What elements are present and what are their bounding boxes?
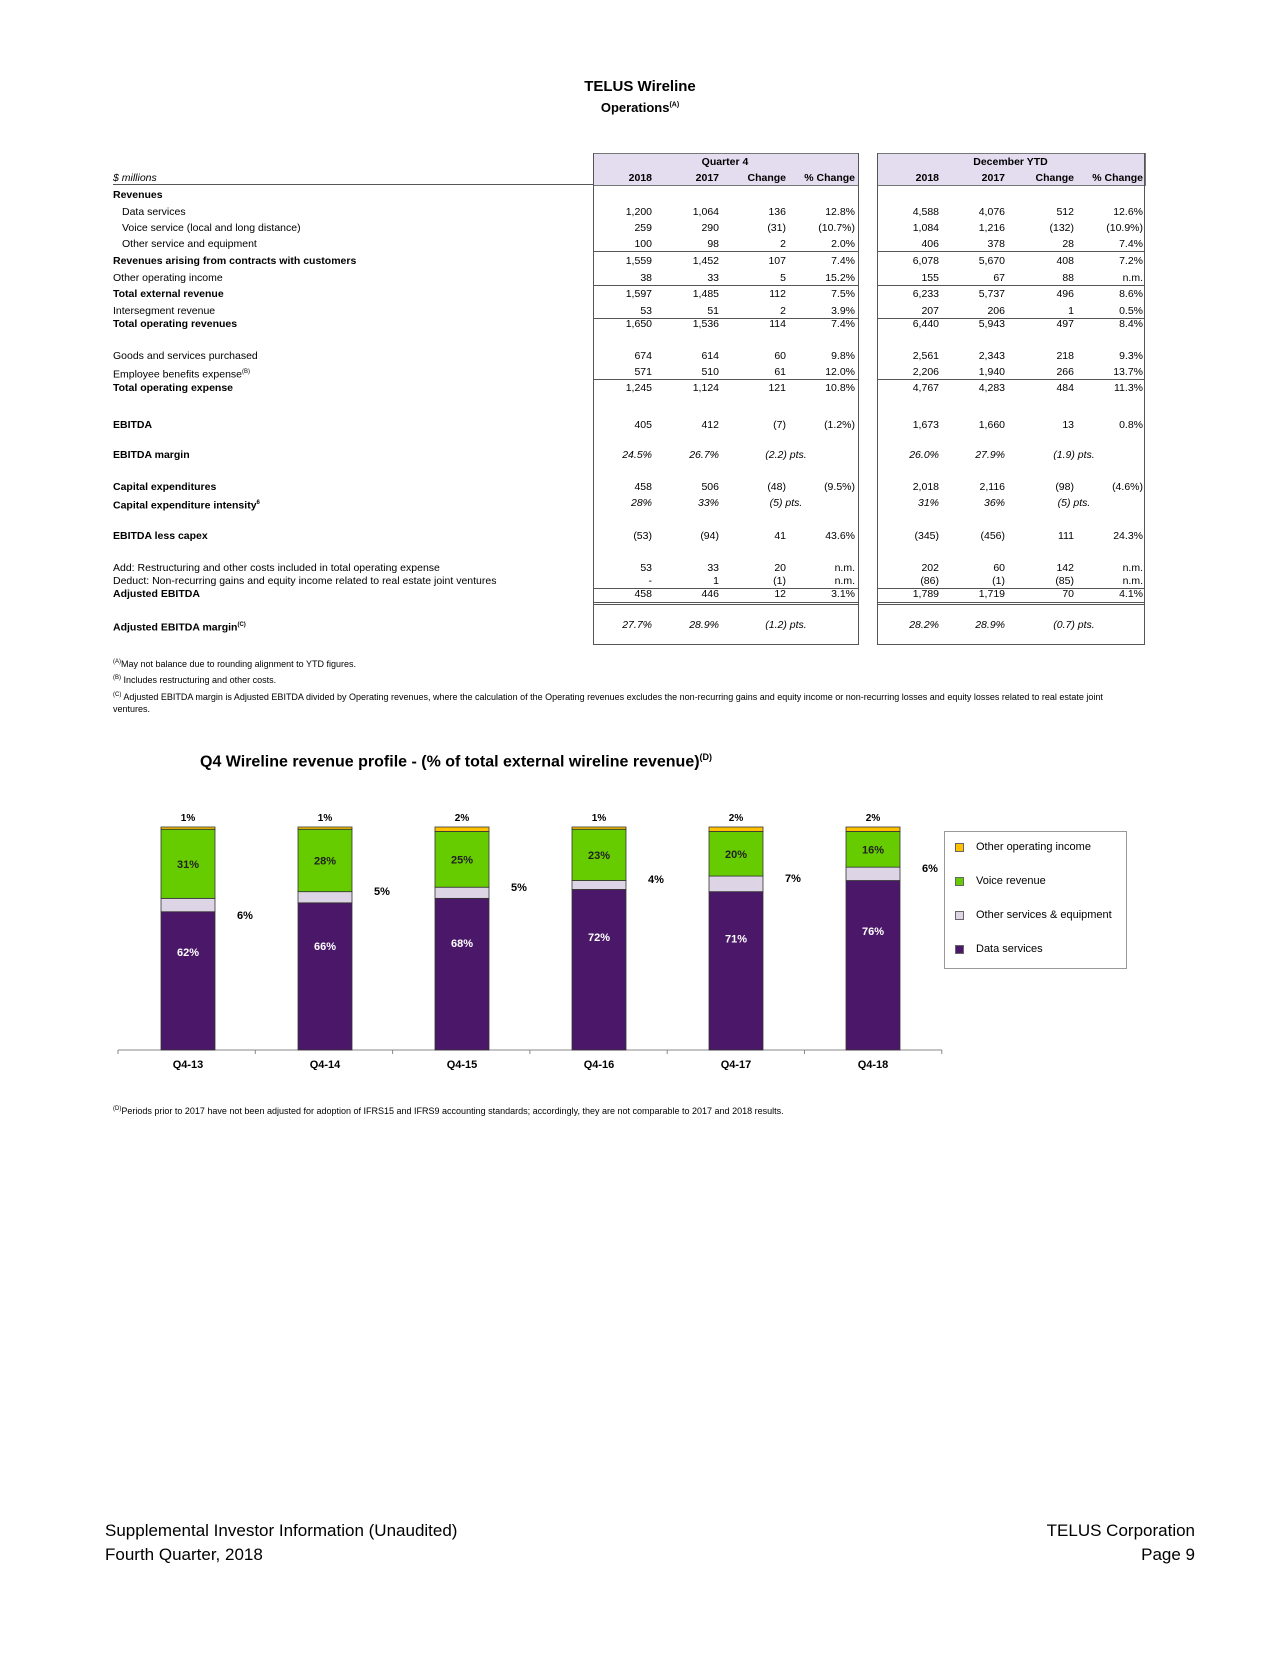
revenue-profile-chart <box>100 750 960 1070</box>
table-cell: 614 <box>701 350 719 362</box>
x-tick-label: Q4-13 <box>172 1059 204 1070</box>
ytd-group-header: December YTD <box>973 156 1048 168</box>
table-cell: (132) <box>1049 222 1074 234</box>
bar-other-services-equipment <box>298 892 352 903</box>
table-cell: 70 <box>1062 588 1074 600</box>
table-cell: 11.3% <box>1114 382 1143 394</box>
table-cell: 406 <box>921 238 939 250</box>
table-cell: 112 <box>769 288 786 300</box>
data-label: 5% <box>511 881 527 894</box>
table-cell: 67 <box>993 272 1005 284</box>
table-cell: (98) <box>1055 481 1074 493</box>
table-cell: 7.2% <box>1119 255 1143 267</box>
table-cell: 107 <box>768 255 786 267</box>
column-header: 2018 <box>915 172 939 184</box>
table-cell: 1,650 <box>625 318 652 330</box>
table-cell: 1,597 <box>625 288 652 300</box>
table-cell: 458 <box>634 481 652 493</box>
table-cell: 4,283 <box>978 382 1005 394</box>
table-cell: 8.6% <box>1119 288 1143 300</box>
table-cell: 1,216 <box>978 222 1005 234</box>
table-cell: 1,559 <box>625 255 652 267</box>
x-tick-label: Q4-14 <box>309 1059 341 1070</box>
data-label: 28% <box>313 855 337 868</box>
legend-swatch <box>955 945 964 954</box>
table-cell: (1.9) pts. <box>1053 449 1095 461</box>
legend-item <box>955 943 1043 955</box>
footnote-b: $^{(B)}$ Includes restructuring and other costs. <box>113 675 277 685</box>
table-cell: 266 <box>1056 366 1074 378</box>
bar-other-operating-income <box>161 827 215 829</box>
table-cell: 1,940 <box>978 366 1005 378</box>
table-cell: 497 <box>1056 318 1074 330</box>
table-row-label: Voice service (local and long distance) <box>122 222 301 234</box>
table-cell: 10.8% <box>825 382 855 394</box>
data-label: 62% <box>176 946 200 959</box>
table-cell: 408 <box>1056 255 1074 267</box>
table-cell: - <box>648 575 652 587</box>
table-cell: 98 <box>707 238 719 250</box>
table-cell: 1,673 <box>912 419 939 431</box>
table-row-label: Capital expenditure intensity$^6$ <box>113 499 260 512</box>
table-cell: 3.1% <box>831 588 855 600</box>
bar-other-services-equipment <box>435 887 489 898</box>
table-row-label: Capital expenditures <box>113 481 217 493</box>
legend-label: Other services & equipment <box>976 909 1112 921</box>
table-row-label: Intersegment revenue <box>113 305 216 317</box>
table-cell: 7.4% <box>1119 238 1143 250</box>
table-cell: 290 <box>701 222 719 234</box>
table-cell: 4,588 <box>912 206 939 218</box>
table-cell: (5) pts. <box>769 497 803 509</box>
x-tick-label: Q4-17 <box>720 1059 752 1070</box>
table-row-label: EBITDA margin <box>113 449 190 461</box>
table-cell: 88 <box>1062 272 1074 284</box>
column-header: 2017 <box>981 172 1005 184</box>
column-header: % Change <box>1092 172 1143 184</box>
table-cell: (4.6%) <box>1112 481 1143 493</box>
data-label: 7% <box>785 872 801 885</box>
table-cell: (48) <box>767 481 786 493</box>
table-cell: 378 <box>987 238 1005 250</box>
data-label: 6% <box>922 862 938 875</box>
table-cell: 26.0% <box>909 449 939 461</box>
table-cell: 61 <box>774 366 786 378</box>
table-row-label: Data services <box>122 206 186 218</box>
subtotal-rule <box>877 379 1145 380</box>
footer-right <box>1047 1519 1195 1567</box>
table-cell: 2,116 <box>979 481 1005 493</box>
legend-item <box>955 841 1091 853</box>
bar-data-services <box>298 903 352 1050</box>
double-rule <box>593 602 859 603</box>
table-cell: 1,084 <box>912 222 939 234</box>
bar-other-operating-income <box>709 827 763 831</box>
table-cell: (1) <box>992 575 1005 587</box>
ytd-right-border <box>1144 153 1145 644</box>
table-cell: (31) <box>767 222 786 234</box>
x-tick-label: Q4-16 <box>583 1059 615 1070</box>
table-cell: 674 <box>634 350 652 362</box>
table-cell: 1,536 <box>692 318 719 330</box>
q4-group-header: Quarter 4 <box>701 156 749 168</box>
table-cell: (345) <box>914 530 939 542</box>
table-row-label: Other operating income <box>113 272 223 284</box>
subtotal-rule <box>877 251 1145 252</box>
table-cell: 121 <box>768 382 786 394</box>
table-cell: 100 <box>634 238 652 250</box>
table-cell: 51 <box>707 305 719 317</box>
data-label: 1% <box>591 813 607 824</box>
table-cell: 13 <box>1062 419 1074 431</box>
table-cell: 7.4% <box>831 255 855 267</box>
q4-bottom-border <box>593 644 859 645</box>
table-cell: 60 <box>993 562 1005 574</box>
table-cell: 3.9% <box>831 305 855 317</box>
table-cell: 41 <box>774 530 786 542</box>
bar-data-services <box>572 889 626 1050</box>
bar-other-operating-income <box>572 827 626 829</box>
footnote-d: $^{(D)}$Periods prior to 2017 have not been adjusted for adoption of IFRS15 and IFRS9 accounting standards; accordingly, they are not comparable to 2017 and 2018 results. <box>113 1106 784 1116</box>
bar-other-operating-income <box>435 827 489 831</box>
table-cell: (2.2) pts. <box>765 449 807 461</box>
table-cell: 2,561 <box>912 350 939 362</box>
column-header: Change <box>747 172 786 184</box>
table-cell: 1 <box>1068 305 1074 317</box>
table-cell: 458 <box>634 588 652 600</box>
table-row-label: Revenues arising from contracts with customers <box>113 255 357 267</box>
table-cell: 1,485 <box>692 288 719 300</box>
table-cell: n.m. <box>1122 272 1143 284</box>
table-cell: 5,737 <box>978 288 1005 300</box>
table-cell: 28 <box>1062 238 1074 250</box>
bar-data-services <box>161 912 215 1050</box>
footer-company: TELUS Corporation <box>1046 1521 1195 1540</box>
table-cell: 446 <box>701 588 719 600</box>
table-cell: 1,719 <box>978 588 1005 600</box>
table-cell: 1,064 <box>692 206 719 218</box>
legend-item <box>955 875 1046 887</box>
table-cell: 27.9% <box>975 449 1005 461</box>
table-cell: 12.8% <box>825 206 855 218</box>
table-cell: (9.5%) <box>824 481 855 493</box>
table-cell: 1,245 <box>625 382 652 394</box>
table-cell: 142 <box>1056 562 1074 574</box>
table-cell: 26.7% <box>689 449 719 461</box>
table-cell: 206 <box>987 305 1005 317</box>
legend-label: Voice revenue <box>976 875 1046 887</box>
chart-title: Q4 Wireline revenue profile - (% of total external wireline revenue)$^{(D)}$ <box>200 752 713 771</box>
page-subtitle: Operations$^{(A)}$ <box>600 100 680 115</box>
table-cell: 207 <box>921 305 939 317</box>
data-label: 25% <box>450 854 474 867</box>
table-cell: 24.5% <box>622 449 652 461</box>
table-cell: 27.7% <box>622 619 652 631</box>
table-row-label: EBITDA <box>113 419 153 431</box>
q4-right-border <box>858 153 859 644</box>
table-cell: 510 <box>701 366 719 378</box>
table-cell: 33 <box>707 272 719 284</box>
table-cell: 0.5% <box>1119 305 1143 317</box>
data-label: 31% <box>176 858 200 871</box>
table-cell: (0.7) pts. <box>1053 619 1095 631</box>
table-cell: 28.9% <box>689 619 719 631</box>
table-cell: 1,124 <box>692 382 719 394</box>
table-cell: 1,200 <box>625 206 652 218</box>
table-cell: (1.2%) <box>824 419 855 431</box>
table-cell: 1,660 <box>978 419 1005 431</box>
table-cell: 7.5% <box>831 288 855 300</box>
table-cell: 6,440 <box>912 318 939 330</box>
table-cell: 155 <box>921 272 939 284</box>
subtotal-rule <box>593 285 859 286</box>
data-label: 71% <box>724 933 748 946</box>
data-label: 16% <box>861 844 885 857</box>
data-label: 1% <box>180 813 196 824</box>
bar-other-services-equipment <box>846 867 900 880</box>
table-row-label: Total operating revenues <box>113 318 238 330</box>
table-cell: 2,018 <box>912 481 939 493</box>
footnote-c: $^{(C)}$ Adjusted EBITDA margin is Adjusted EBITDA divided by Operating revenues, where the calculation of the Operating revenues excludes the non-recurring gains and equity income or non-recurring losses and equity losses related to real estate joint ventures. <box>113 692 1103 714</box>
bar-other-operating-income <box>846 827 900 831</box>
data-label: 23% <box>587 849 611 862</box>
table-row-label: Other service and equipment <box>122 238 257 250</box>
ytd-left-border <box>877 153 878 644</box>
column-header: 2018 <box>628 172 652 184</box>
table-row-label: Deduct: Non-recurring gains and equity income related to real estate joint ventures <box>113 575 497 587</box>
data-label: 1% <box>317 813 333 824</box>
table-cell: 12 <box>774 588 786 600</box>
bar-other-services-equipment <box>161 898 215 911</box>
table-cell: 111 <box>1058 530 1074 542</box>
table-cell: (456) <box>980 530 1005 542</box>
bar-other-services-equipment <box>572 881 626 890</box>
data-label: 4% <box>648 873 664 886</box>
table-cell: 506 <box>701 481 719 493</box>
table-cell: 7.4% <box>831 318 855 330</box>
table-cell: 2 <box>780 238 786 250</box>
double-rule <box>877 602 1145 603</box>
table-cell: 53 <box>640 562 652 574</box>
data-label: 68% <box>450 937 474 950</box>
data-label: 72% <box>587 931 611 944</box>
table-cell: n.m. <box>834 562 855 574</box>
table-row-label: EBITDA less capex <box>113 530 208 542</box>
data-label: 5% <box>374 886 390 899</box>
table-cell: 33% <box>697 497 719 509</box>
table-cell: 12.0% <box>825 366 855 378</box>
legend-swatch <box>955 911 964 920</box>
table-cell: 38 <box>640 272 652 284</box>
table-cell: 4,076 <box>978 206 1005 218</box>
subtotal-rule <box>877 285 1145 286</box>
table-cell: n.m. <box>1122 575 1143 587</box>
table-cell: 28.9% <box>975 619 1005 631</box>
table-cell: 24.3% <box>1113 530 1143 542</box>
table-cell: 5,670 <box>978 255 1005 267</box>
table-cell: (10.7%) <box>818 222 855 234</box>
table-cell: (94) <box>700 530 719 542</box>
units-label: $ millions <box>113 172 157 184</box>
table-cell: 1,452 <box>692 255 719 267</box>
table-cell: 6,233 <box>912 288 939 300</box>
table-cell: 512 <box>1056 206 1074 218</box>
bar-other-operating-income <box>298 827 352 829</box>
table-cell: 218 <box>1056 350 1074 362</box>
table-cell: 2,206 <box>912 366 939 378</box>
table-row-label: Employee benefits expense$^{(B)}$ <box>113 368 250 381</box>
table-cell: n.m. <box>834 575 855 587</box>
bar-data-services <box>846 881 900 1050</box>
table-cell: 202 <box>921 562 939 574</box>
table-cell: 31% <box>917 497 939 509</box>
table-cell: 2,343 <box>978 350 1005 362</box>
table-cell: 259 <box>634 222 652 234</box>
double-rule <box>877 604 1145 605</box>
table-cell: 60 <box>774 350 786 362</box>
table-cell: 53 <box>640 305 652 317</box>
data-label: 2% <box>728 813 744 824</box>
table-cell: 4.1% <box>1119 588 1143 600</box>
table-cell: 114 <box>769 318 786 330</box>
data-label: 2% <box>454 813 470 824</box>
table-cell: 1 <box>713 575 719 587</box>
table-cell: 6,078 <box>912 255 939 267</box>
table-cell: 20 <box>774 562 786 574</box>
data-label: 2% <box>865 813 881 824</box>
data-label: 6% <box>237 910 253 923</box>
footer-period: Fourth Quarter, 2018 <box>105 1545 263 1564</box>
data-label: 66% <box>313 940 337 953</box>
units-underline <box>113 184 593 185</box>
x-tick-label: Q4-18 <box>857 1059 889 1070</box>
bar-data-services <box>709 892 763 1050</box>
ytd-bottom-border <box>877 644 1145 645</box>
table-cell: (7) <box>773 419 786 431</box>
table-cell: 1,789 <box>912 588 939 600</box>
table-cell: 571 <box>634 366 652 378</box>
table-cell: (1.2) pts. <box>765 619 807 631</box>
table-cell: (85) <box>1055 575 1074 587</box>
legend-swatch <box>955 843 964 852</box>
data-label: 20% <box>724 848 748 861</box>
table-cell: 12.6% <box>1113 206 1143 218</box>
table-cell: 15.2% <box>825 272 855 284</box>
table-cell: (5) pts. <box>1057 497 1091 509</box>
legend-label: Data services <box>976 943 1043 955</box>
table-row-label: Adjusted EBITDA margin$^{(C)}$ <box>113 621 246 634</box>
table-row-label: Revenues <box>113 189 163 201</box>
footer-doc-title: Supplemental Investor Information (Unaudited) <box>105 1521 458 1540</box>
table-row-label: Total operating expense <box>113 382 233 394</box>
table-cell: 0.8% <box>1119 419 1143 431</box>
bar-other-services-equipment <box>709 876 763 892</box>
footer-left <box>105 1519 457 1567</box>
column-header: Change <box>1035 172 1074 184</box>
footer-page-number: Page 9 <box>1141 1545 1195 1564</box>
legend-item <box>955 909 1112 921</box>
table-cell: 405 <box>634 419 652 431</box>
table-cell: 9.3% <box>1119 350 1143 362</box>
table-cell: 4,767 <box>912 382 939 394</box>
table-cell: 43.6% <box>825 530 855 542</box>
table-cell: (53) <box>633 530 652 542</box>
table-cell: 33 <box>707 562 719 574</box>
footnote-a: $^{(A)}$May not balance due to rounding alignment to YTD figures. <box>113 659 356 669</box>
table-cell: 28% <box>630 497 652 509</box>
table-cell: 136 <box>768 206 786 218</box>
table-row-label: Add: Restructuring and other costs included in total operating expense <box>113 562 440 574</box>
table-cell: 28.2% <box>909 619 939 631</box>
data-label: 76% <box>861 925 885 938</box>
table-cell: 8.4% <box>1119 318 1143 330</box>
table-cell: 5,943 <box>978 318 1005 330</box>
table-row-label: Total external revenue <box>113 288 224 300</box>
table-cell: 13.7% <box>1113 366 1143 378</box>
table-cell: 36% <box>983 497 1005 509</box>
table-cell: 484 <box>1056 382 1074 394</box>
subtotal-rule <box>593 251 859 252</box>
column-header: 2017 <box>695 172 719 184</box>
table-cell: 2.0% <box>831 238 855 250</box>
table-cell: 9.8% <box>831 350 855 362</box>
table-cell: 412 <box>701 419 719 431</box>
subtotal-rule <box>593 379 859 380</box>
table-cell: 2 <box>780 305 786 317</box>
table-cell: 496 <box>1056 288 1074 300</box>
page-title: TELUS Wireline <box>584 78 696 95</box>
legend-label: Other operating income <box>976 841 1091 853</box>
bar-data-services <box>435 898 489 1050</box>
table-cell: n.m. <box>1122 562 1143 574</box>
table-cell: (1) <box>773 575 786 587</box>
double-rule <box>593 604 859 605</box>
table-row-label: Goods and services purchased <box>113 350 258 362</box>
table-row-label: Adjusted EBITDA <box>113 588 200 600</box>
column-header: % Change <box>804 172 855 184</box>
table-cell: 5 <box>780 272 786 284</box>
legend-swatch <box>955 877 964 886</box>
chart-legend <box>944 831 1127 969</box>
table-cell: (10.9%) <box>1106 222 1143 234</box>
x-tick-label: Q4-15 <box>446 1059 478 1070</box>
table-cell: (86) <box>920 575 939 587</box>
